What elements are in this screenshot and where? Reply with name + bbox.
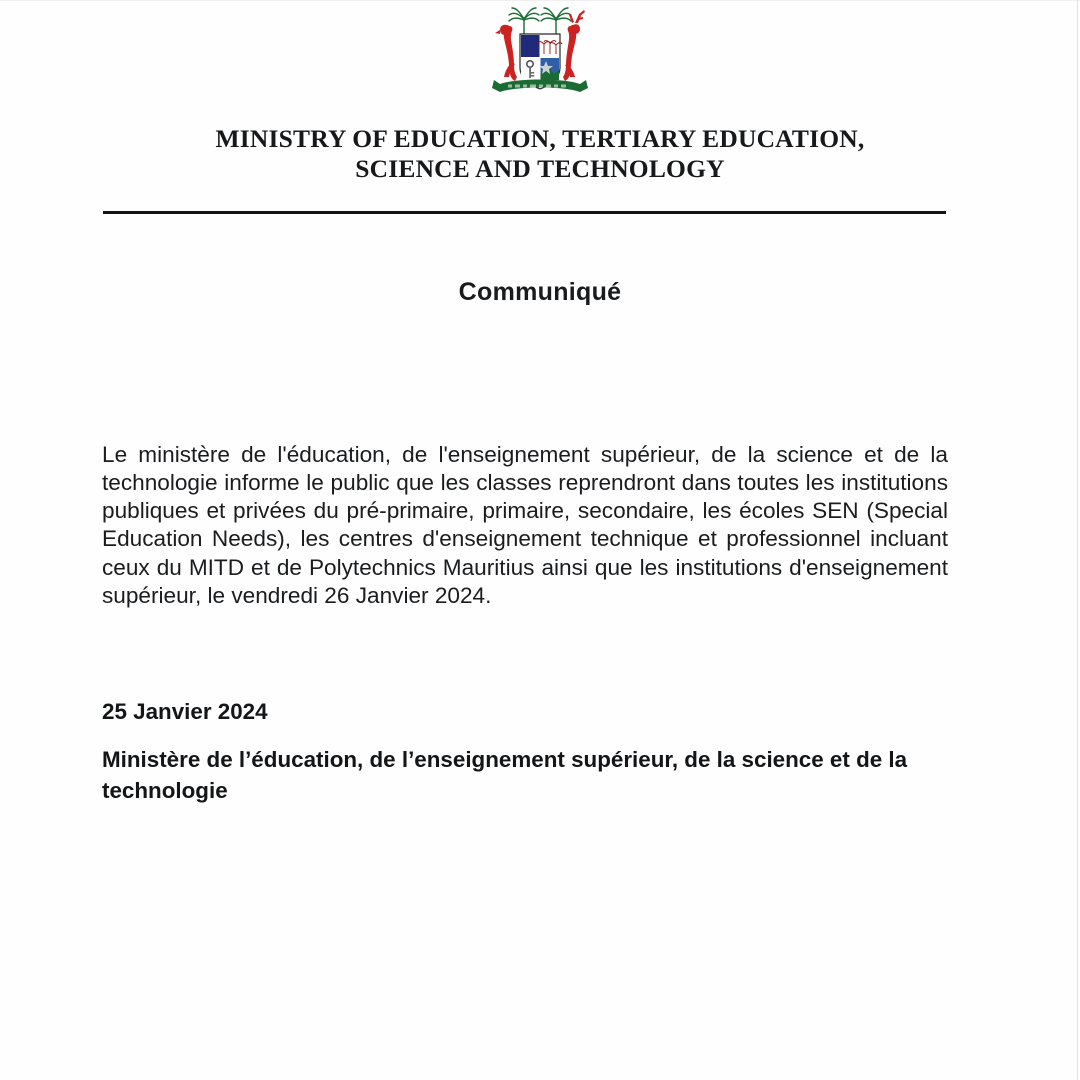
page-top-edge bbox=[0, 0, 1080, 1]
ministry-title-line2: SCIENCE AND TECHNOLOGY bbox=[355, 154, 725, 183]
announcement-body-paragraph: Le ministère de l'éducation, de l'enseignement supérieur, de la science et de la technologie informe le public que les classes reprendront dans toutes les institutions publiques et privées du pré-primaire, primaire, secondaire, les écoles SEN (Special Education Needs), les centres d'enseignement technique et professionnel incluant ceux du MITD et de Polytechnics Mauritius ainsi que les institutions d'enseignement supérieur, le vendredi 26 Janvier 2024. bbox=[102, 441, 948, 609]
signature-department: Ministère de l’éducation, de l’enseignement supérieur, de la science et de la technologie bbox=[102, 747, 908, 803]
mauritius-coat-of-arms-icon bbox=[476, 4, 604, 108]
communique-heading: Communiqué bbox=[458, 278, 622, 306]
emblem-container bbox=[0, 4, 1080, 108]
ministry-title-line1: MINISTRY OF EDUCATION, TERTIARY EDUCATION, bbox=[215, 124, 865, 153]
header-divider-rule bbox=[103, 211, 946, 214]
signature-date: 25 Janvier 2024 bbox=[102, 699, 268, 724]
ministry-title bbox=[0, 124, 1080, 184]
